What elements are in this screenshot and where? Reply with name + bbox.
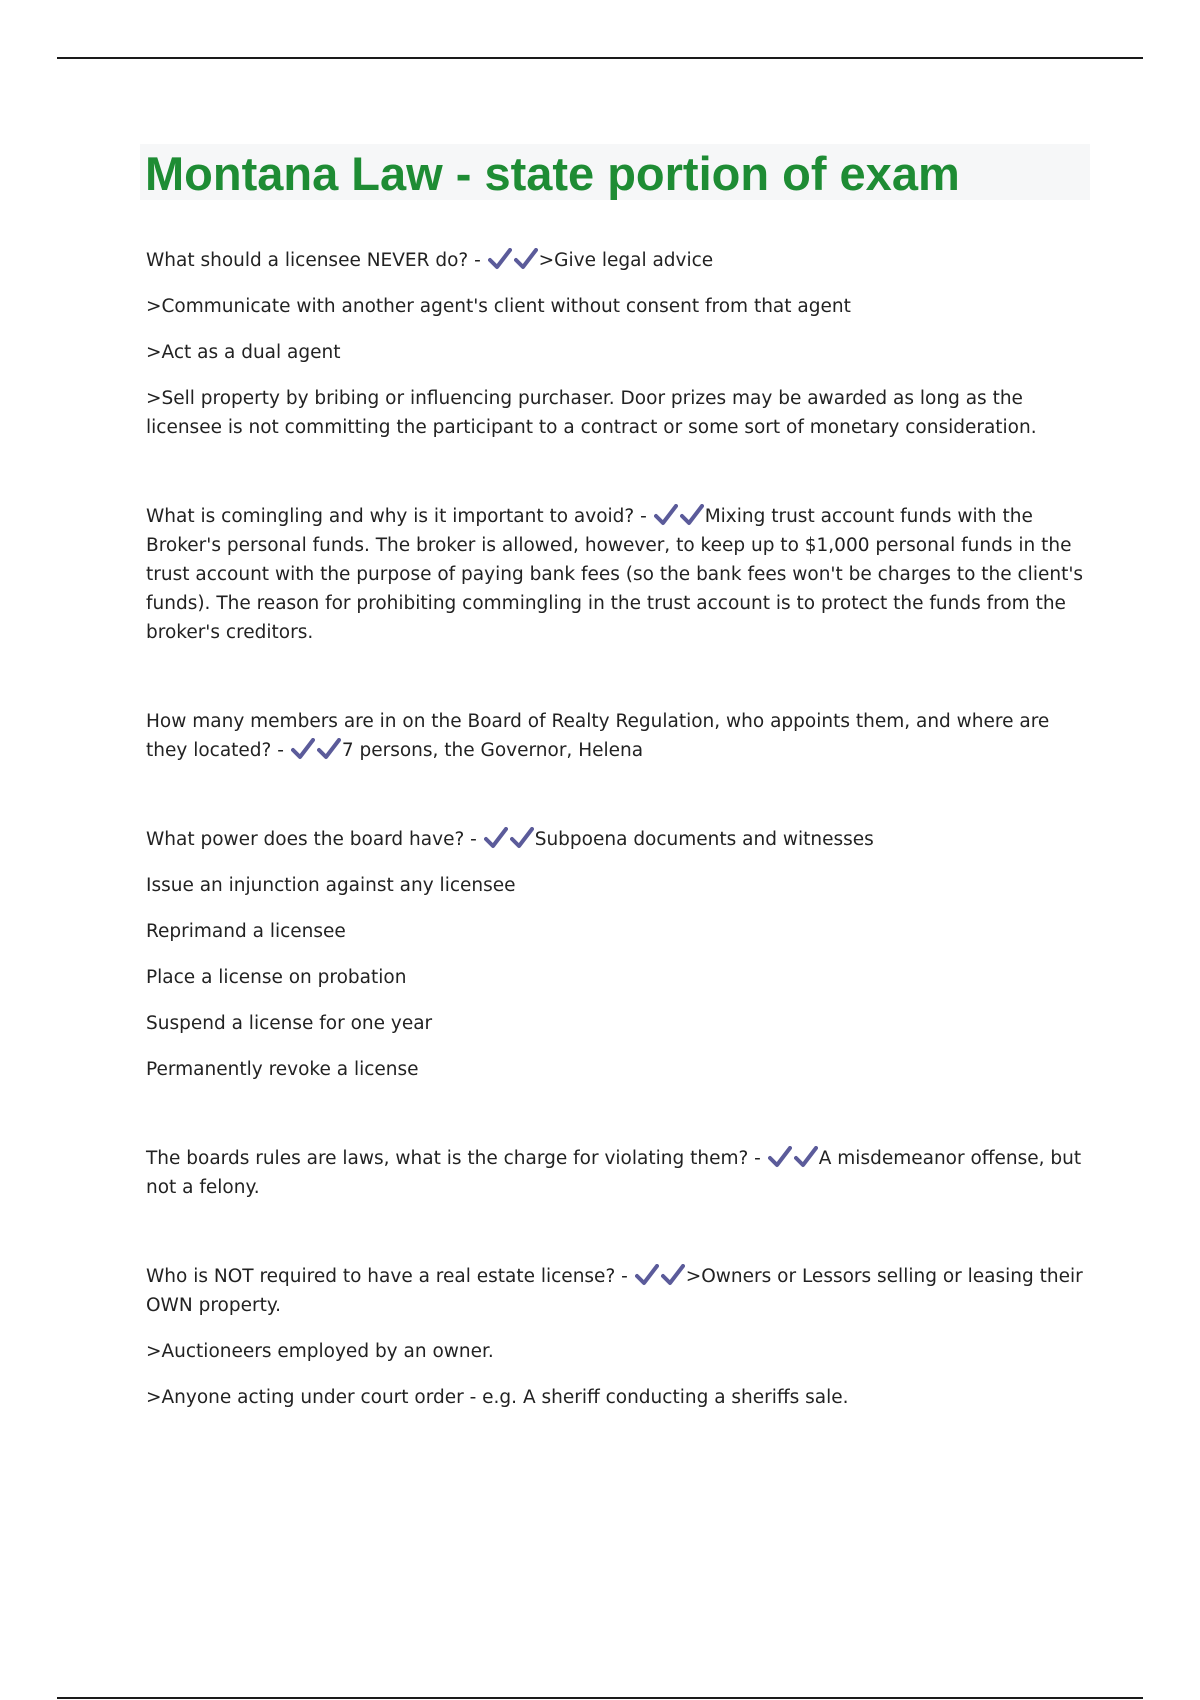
checkmark-icon: [291, 738, 315, 760]
checkmark-icon: [514, 248, 538, 270]
qa-list: [146, 246, 1086, 1472]
checkmark-icon: [680, 504, 704, 526]
qa-item: [146, 246, 1086, 442]
question-line: [146, 246, 1086, 275]
qa-item: [146, 502, 1086, 647]
qa-item: [146, 1262, 1086, 1412]
qa-item: [146, 825, 1086, 1084]
qa-item: [146, 1144, 1086, 1202]
answer-line: Place a license on probation: [146, 967, 407, 988]
question-line: [146, 502, 1086, 647]
answer-text: >Give legal advice: [538, 250, 714, 271]
question-text: How many members are in on the Board of Realty Regulation, who appoints them, and where are they located? -: [146, 711, 1050, 761]
answer-text: >Owners or Lessors selling or leasing their OWN property.: [146, 1266, 1083, 1316]
answer-line: Issue an injunction against any licensee: [146, 875, 516, 896]
answer-text: Mixing trust account funds with the Broker's personal funds. The broker is allowed, however, to keep up to $1,000 personal funds in the trust account with the purpose of paying bank fees (so the bank fees won't be charges to the client's funds). The reason for prohibiting commingling in the trust account is to protect the funds from the broker's creditors.: [146, 506, 1084, 643]
answer-line: >Auctioneers employed by an owner.: [146, 1341, 494, 1362]
answer-line: >Communicate with another agent's client without consent from that agent: [146, 296, 851, 317]
answer-line: >Sell property by bribing or influencing purchaser. Door prizes may be awarded as long as the licensee is not committing the participant to a contract or some sort of monetary consideration.: [146, 388, 1037, 438]
answer-line: Suspend a license for one year: [146, 1013, 433, 1034]
answer-line: Permanently revoke a license: [146, 1059, 419, 1080]
answer-text: Subpoena documents and witnesses: [534, 829, 874, 850]
question-text: What power does the board have? -: [146, 829, 477, 850]
checkmark-icon: [510, 827, 534, 849]
question-line: [146, 707, 1086, 765]
checkmark-icon: [317, 738, 341, 760]
answer-line: >Anyone acting under court order - e.g. A sheriff conducting a sheriffs sale.: [146, 1387, 849, 1408]
question-line: [146, 1262, 1086, 1320]
bottom-rule: [57, 1697, 1143, 1699]
question-line: [146, 825, 1086, 854]
page-title: Montana Law - state portion of exam: [145, 147, 960, 200]
checkmark-icon: [654, 504, 678, 526]
qa-item: [146, 707, 1086, 765]
checkmark-icon: [484, 827, 508, 849]
checkmark-icon: [488, 248, 512, 270]
answer-text: 7 persons, the Governor, Helena: [341, 740, 644, 761]
question-text: What should a licensee NEVER do? -: [146, 250, 481, 271]
answer-line: >Act as a dual agent: [146, 342, 341, 363]
question-text: What is comingling and why is it important to avoid? -: [146, 506, 647, 527]
checkmark-icon: [635, 1264, 659, 1286]
checkmark-icon: [768, 1146, 792, 1168]
top-rule: [57, 57, 1143, 59]
answer-text: A misdemeanor offense, but not a felony.: [146, 1148, 1082, 1198]
question-text: Who is NOT required to have a real estate license? -: [146, 1266, 628, 1287]
answer-line: Reprimand a licensee: [146, 921, 346, 942]
question-text: The boards rules are laws, what is the charge for violating them? -: [146, 1148, 761, 1169]
question-line: [146, 1144, 1086, 1202]
checkmark-icon: [794, 1146, 818, 1168]
checkmark-icon: [661, 1264, 685, 1286]
